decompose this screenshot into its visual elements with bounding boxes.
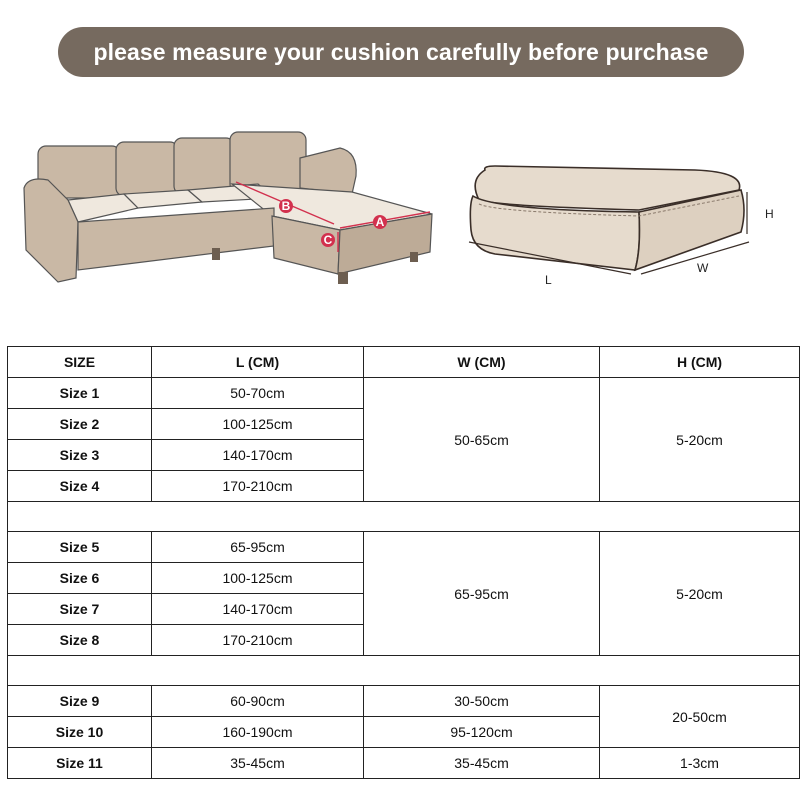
size-label: Size 6 xyxy=(8,563,152,594)
width-value: 65-95cm xyxy=(364,532,600,656)
size-label: Size 9 xyxy=(8,686,152,717)
marker-b xyxy=(279,199,293,213)
height-value: 5-20cm xyxy=(600,378,800,502)
width-value: 35-45cm xyxy=(364,748,600,779)
marker-c xyxy=(321,233,335,247)
label-length: L xyxy=(545,273,552,287)
length-value: 170-210cm xyxy=(152,625,364,656)
length-value: 35-45cm xyxy=(152,748,364,779)
size-label: Size 5 xyxy=(8,532,152,563)
length-value: 65-95cm xyxy=(152,532,364,563)
svg-text:A: A xyxy=(375,215,385,229)
height-value: 1-3cm xyxy=(600,748,800,779)
spacer-row xyxy=(8,502,800,532)
header-width: W (CM) xyxy=(364,347,600,378)
header-height: H (CM) xyxy=(600,347,800,378)
table-row xyxy=(8,686,800,717)
width-value: 50-65cm xyxy=(364,378,600,502)
length-value: 140-170cm xyxy=(152,440,364,471)
table-row xyxy=(8,748,800,779)
header-size: SIZE xyxy=(8,347,152,378)
cushion-dimension-illustration xyxy=(455,150,785,300)
size-label: Size 10 xyxy=(8,717,152,748)
table-row xyxy=(8,378,800,409)
banner-text: please measure your cushion carefully before purchase xyxy=(93,38,709,65)
marker-a xyxy=(373,215,387,229)
svg-text:B: B xyxy=(281,199,291,213)
table-header-row xyxy=(8,347,800,378)
size-label: Size 2 xyxy=(8,409,152,440)
sectional-sofa-illustration xyxy=(18,118,438,288)
size-label: Size 1 xyxy=(8,378,152,409)
length-value: 140-170cm xyxy=(152,594,364,625)
length-value: 100-125cm xyxy=(152,563,364,594)
height-value: 20-50cm xyxy=(600,686,800,748)
height-value: 5-20cm xyxy=(600,532,800,656)
spacer-row xyxy=(8,656,800,686)
header-length: L (CM) xyxy=(152,347,364,378)
size-label: Size 11 xyxy=(8,748,152,779)
size-label: Size 7 xyxy=(8,594,152,625)
size-label: Size 4 xyxy=(8,471,152,502)
length-value: 100-125cm xyxy=(152,409,364,440)
label-height: H xyxy=(765,207,774,221)
instruction-banner xyxy=(58,27,744,77)
length-value: 50-70cm xyxy=(152,378,364,409)
length-value: 60-90cm xyxy=(152,686,364,717)
size-chart-table xyxy=(7,346,800,779)
svg-text:C: C xyxy=(323,233,333,247)
spacer-cell xyxy=(8,656,800,686)
table-row xyxy=(8,532,800,563)
size-label: Size 3 xyxy=(8,440,152,471)
length-value: 160-190cm xyxy=(152,717,364,748)
label-width: W xyxy=(697,261,709,275)
size-label: Size 8 xyxy=(8,625,152,656)
length-value: 170-210cm xyxy=(152,471,364,502)
width-value: 95-120cm xyxy=(364,717,600,748)
width-value: 30-50cm xyxy=(364,686,600,717)
spacer-cell xyxy=(8,502,800,532)
